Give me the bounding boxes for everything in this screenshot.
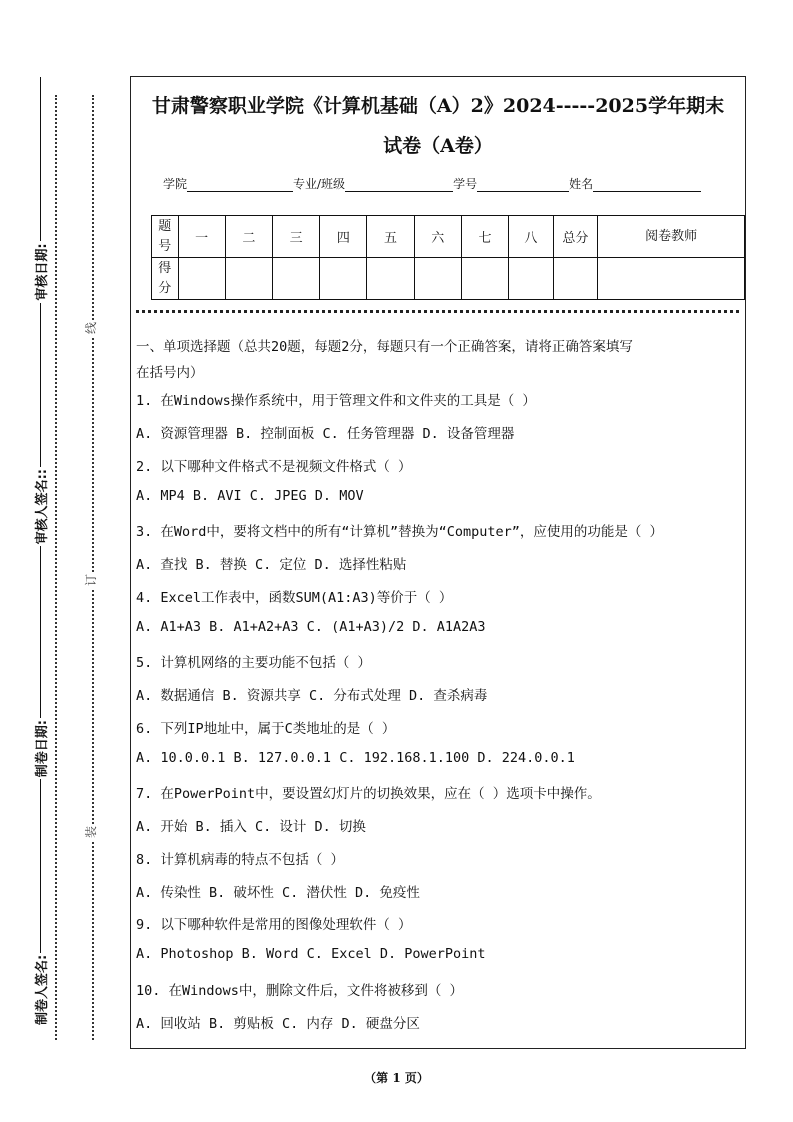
score-cell[interactable] bbox=[553, 258, 598, 300]
name-field[interactable] bbox=[593, 179, 701, 192]
score-header-cell: 总分 bbox=[553, 216, 598, 258]
student-id-label: 学号 bbox=[453, 177, 478, 191]
score-header-cell: 四 bbox=[320, 216, 367, 258]
answer-options: A. Photoshop B. Word C. Excel D. PowerPoint bbox=[136, 946, 486, 962]
binding-char: 装 bbox=[83, 825, 98, 838]
score-cell[interactable] bbox=[320, 258, 367, 300]
score-cell[interactable] bbox=[273, 258, 320, 300]
question-text: 3. 在Word中，要将文档中的所有“计算机”替换为“Computer”，应使用的功能是（ ） bbox=[136, 524, 664, 540]
student-info-row bbox=[163, 175, 701, 192]
college-label: 学院 bbox=[163, 177, 188, 191]
binding-char: 订 bbox=[83, 574, 98, 587]
question-text: 10. 在Windows中，删除文件后，文件将被移到（ ） bbox=[136, 982, 464, 999]
answer-options: A. 传染性 B. 破坏性 C. 潜伏性 D. 免疫性 bbox=[136, 884, 420, 901]
question-text: 9. 以下哪种软件是常用的图像处理软件（ ） bbox=[136, 917, 412, 933]
binding-marks bbox=[80, 320, 100, 840]
score-header-cell: 一 bbox=[178, 216, 225, 258]
signature-strip bbox=[30, 75, 50, 1025]
score-table bbox=[151, 215, 745, 300]
section-heading-cont: 在括号内） bbox=[136, 365, 204, 381]
score-header-cell: 题号 bbox=[152, 216, 179, 258]
answer-options: A. 资源管理器 B. 控制面板 C. 任务管理器 D. 设备管理器 bbox=[136, 426, 515, 442]
binding-char: 线 bbox=[83, 322, 98, 335]
score-cell[interactable] bbox=[225, 258, 272, 300]
binding-dotted-line bbox=[55, 95, 57, 1040]
major-class-label: 专业/班级 bbox=[293, 177, 346, 191]
question-text: 5. 计算机网络的主要功能不包括（ ） bbox=[136, 655, 372, 671]
question-text: 8. 计算机病毒的特点不包括（ ） bbox=[136, 851, 345, 868]
exam-title: 甘肃警察职业学院《计算机基础（A）2》2024-----2025学年期末 bbox=[151, 95, 725, 117]
maker-date-field[interactable] bbox=[40, 546, 41, 718]
section-divider bbox=[136, 310, 739, 313]
question-text: 1. 在Windows操作系统中，用于管理文件和文件夹的工具是（ ） bbox=[136, 393, 536, 409]
question-text: 7. 在PowerPoint中，要设置幻灯片的切换效果，应在（ ）选项卡中操作。 bbox=[136, 786, 601, 802]
page-number: （第 1 页） bbox=[364, 1071, 429, 1085]
answer-options: A. 10.0.0.1 B. 127.0.0.1 C. 192.168.1.100 D. 224.0.0.1 bbox=[136, 749, 575, 766]
question-text: 2. 以下哪种文件格式不是视频文件格式（ ） bbox=[136, 458, 412, 475]
reviewer-signature-label: 审核人签名:: bbox=[34, 468, 50, 545]
score-cell[interactable] bbox=[461, 258, 508, 300]
answer-options: A. 查找 B. 替换 C. 定位 D. 选择性粘贴 bbox=[136, 557, 407, 573]
answer-options: A. MP4 B. AVI C. JPEG D. MOV bbox=[136, 487, 364, 504]
maker-signature-label: 制卷人签名: bbox=[34, 954, 50, 1025]
score-cell[interactable] bbox=[367, 258, 414, 300]
score-header-cell: 五 bbox=[367, 216, 414, 258]
score-cell[interactable] bbox=[414, 258, 461, 300]
review-date-label: 审核日期: bbox=[34, 243, 50, 301]
score-header-cell: 七 bbox=[461, 216, 508, 258]
major-class-field[interactable] bbox=[345, 179, 453, 192]
score-header-cell: 三 bbox=[273, 216, 320, 258]
score-cell[interactable] bbox=[598, 258, 745, 300]
answer-options: A. 回收站 B. 剪贴板 C. 内存 D. 硬盘分区 bbox=[136, 1015, 420, 1032]
name-label: 姓名 bbox=[569, 177, 594, 191]
score-cell[interactable] bbox=[178, 258, 225, 300]
score-header-cell: 八 bbox=[509, 216, 554, 258]
score-header-cell: 阅卷教师 bbox=[598, 216, 745, 258]
answer-options: A. 数据通信 B. 资源共享 C. 分布式处理 D. 查杀病毒 bbox=[136, 688, 488, 704]
review-date-field[interactable] bbox=[40, 77, 41, 241]
section-heading: 一、单项选择题（总共20题，每题2分，每题只有一个正确答案，请将正确答案填写 bbox=[136, 339, 633, 355]
score-row-label: 得分 bbox=[152, 258, 179, 300]
student-id-field[interactable] bbox=[477, 179, 569, 192]
college-field[interactable] bbox=[187, 179, 293, 192]
reviewer-signature-field[interactable] bbox=[40, 303, 41, 467]
question-text: 4. Excel工作表中，函数SUM(A1:A3)等价于（ ） bbox=[136, 589, 453, 606]
maker-signature-field[interactable] bbox=[40, 779, 41, 953]
answer-options: A. A1+A3 B. A1+A2+A3 C. (A1+A3)/2 D. A1A2A3 bbox=[136, 618, 486, 635]
answer-options: A. 开始 B. 插入 C. 设计 D. 切换 bbox=[136, 819, 366, 835]
exam-subtitle: 试卷（A卷） bbox=[383, 135, 493, 157]
maker-date-label: 制卷日期: bbox=[34, 720, 50, 778]
exam-content-frame bbox=[130, 76, 746, 1049]
score-header-cell: 六 bbox=[414, 216, 461, 258]
score-header-cell: 二 bbox=[225, 216, 272, 258]
score-cell[interactable] bbox=[509, 258, 554, 300]
question-text: 6. 下列IP地址中，属于C类地址的是（ ） bbox=[136, 720, 396, 737]
